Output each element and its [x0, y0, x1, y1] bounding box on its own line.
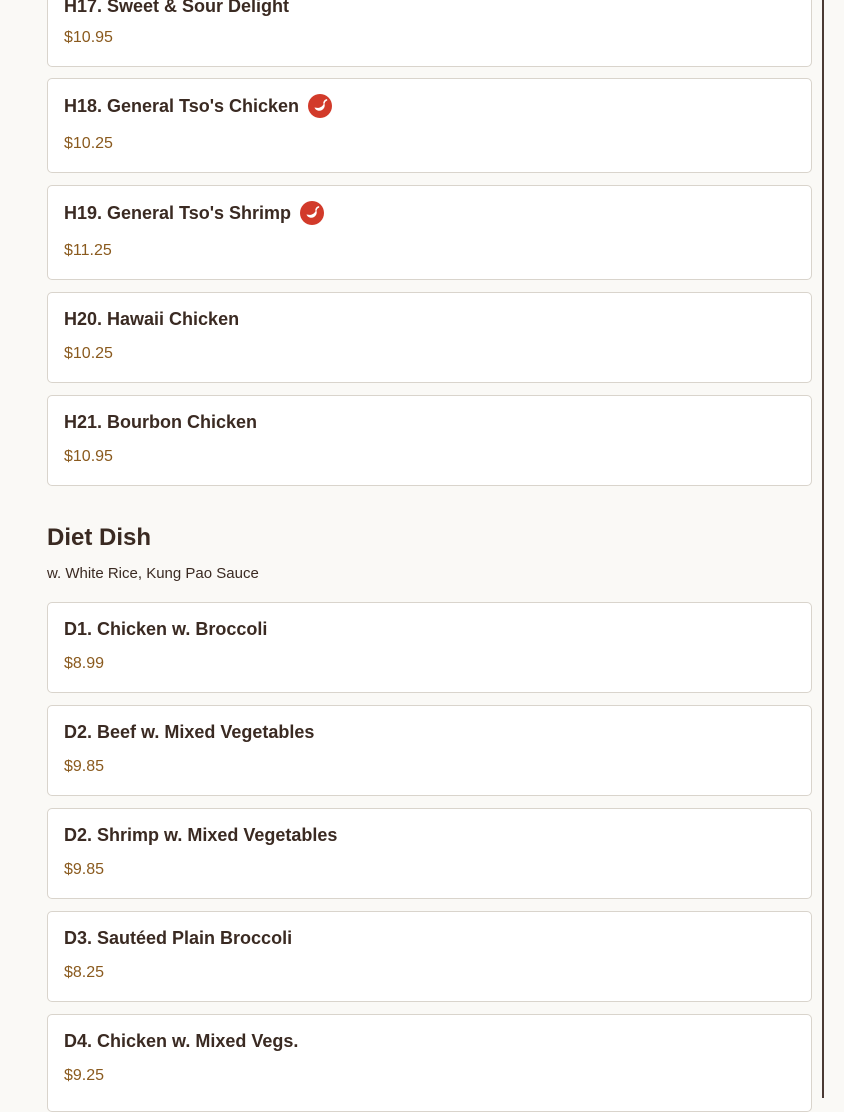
menu-item-price: $10.95	[64, 448, 113, 465]
menu-item-name: H20. Hawaii Chicken	[64, 309, 240, 329]
menu-item-name: D4. Chicken w. Mixed Vegs.	[64, 1031, 299, 1051]
menu-item-price: $9.85	[64, 758, 105, 775]
menu-item-name: D3. Sautéed Plain Broccoli	[64, 928, 293, 948]
menu-item-price: $10.25	[64, 345, 113, 362]
menu-item-price: $10.95	[64, 29, 113, 46]
menu-item-price: $9.85	[64, 861, 105, 878]
menu-item-card[interactable]	[47, 602, 812, 693]
menu-item-name: H19. General Tso's Shrimp	[64, 201, 324, 225]
section-subtitle: w. White Rice, Kung Pao Sauce	[47, 565, 259, 582]
menu-item-card[interactable]	[47, 1014, 812, 1112]
chili-pepper-icon	[308, 94, 332, 118]
menu-item-card[interactable]	[47, 395, 812, 486]
menu-item-price: $9.25	[64, 1067, 105, 1084]
menu-item-name: H21. Bourbon Chicken	[64, 412, 258, 432]
chili-pepper-icon	[300, 201, 324, 225]
menu-item-price: $11.25	[64, 242, 112, 259]
menu-item-card[interactable]	[47, 808, 812, 899]
menu-item-name: D2. Beef w. Mixed Vegetables	[64, 722, 315, 742]
menu-item-price: $8.99	[64, 655, 105, 672]
menu-item-name: D2. Shrimp w. Mixed Vegetables	[64, 825, 338, 845]
menu-item-price: $10.25	[64, 135, 113, 152]
menu-item-card[interactable]	[47, 705, 812, 796]
menu-item-card[interactable]	[47, 911, 812, 1002]
menu-item-name: D1. Chicken w. Broccoli	[64, 619, 268, 639]
menu-item-price: $8.25	[64, 964, 105, 981]
page-edge-divider	[822, 0, 824, 1098]
menu-item-card[interactable]	[47, 185, 812, 280]
menu-item-card[interactable]	[47, 292, 812, 383]
menu-item-name: H18. General Tso's Chicken	[64, 94, 332, 118]
menu-item-card[interactable]	[47, 0, 812, 67]
section-title: Diet Dish	[47, 524, 152, 551]
menu-item-name: H17. Sweet & Sour Delight	[64, 0, 290, 16]
menu-item-card[interactable]	[47, 78, 812, 173]
